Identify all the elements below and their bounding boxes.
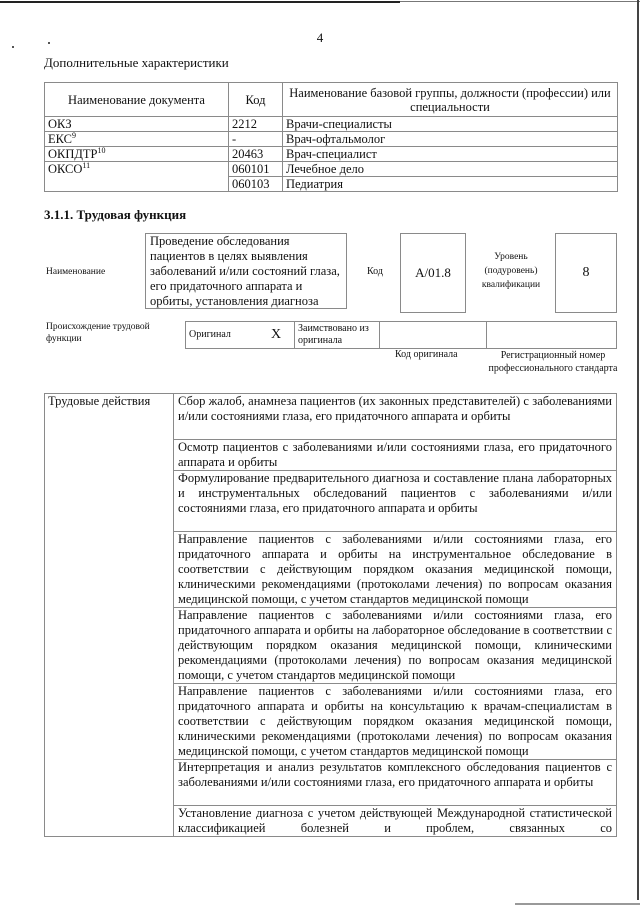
table-row — [45, 132, 618, 147]
doc-cell: ОКЗ — [45, 117, 229, 132]
characteristics-table — [44, 82, 618, 192]
origin-borrowed-label: Заимствовано из оригинала — [295, 322, 380, 349]
origin-mark: X — [268, 322, 295, 349]
labor-actions-label: Трудовые действия — [45, 394, 174, 837]
origin-table — [185, 321, 617, 349]
reg-number-cell — [487, 322, 617, 349]
name-label: Наименование — [46, 267, 106, 277]
original-code-cell — [380, 322, 487, 349]
scan-edge-right — [637, 0, 639, 900]
header-document: Наименование документа — [45, 83, 229, 117]
action-item: Направление пациентов с заболеваниями и/или состояниями глаза, его придаточного аппарата и орбиты на лабораторное обследование в соответствии с действующим порядком оказания медицинской помощи, клиническими рекомендациями (протоколами лечения) по вопросам оказания медицинской помощи, с учетом стандартов медицинской помощи — [174, 608, 617, 684]
additional-characteristics-title: Дополнительные характеристики — [44, 55, 229, 70]
level-label: Уровень (подуровень) квалификации — [481, 252, 541, 290]
code-cell: 060101 — [229, 162, 283, 177]
header-group-name: Наименование базовой группы, должности (профессии) или специальности — [283, 83, 618, 117]
doc-cell: ОКСО$^{11}$ — [45, 162, 229, 192]
action-item: Направление пациентов с заболеваниями и/или состояниями глаза, его придаточного аппарата и орбиты на консультацию к врачам-специалистам в соответствии с действующим порядком оказания медицинской помощи, клиническими рекомендациями (протоколами лечения) по вопросам оказания медицинской помощи, с учетом стандартов медицинской помощи — [174, 684, 617, 760]
origin-original-label: Оригинал — [186, 322, 269, 349]
code-cell: 2212 — [229, 117, 283, 132]
action-item: Установление диагноза с учетом действующей Международной статистической классификацией болезней и проблем, связанных со — [174, 806, 617, 837]
scan-speck — [12, 46, 14, 48]
page-number: 4 — [316, 30, 324, 45]
table-row — [186, 322, 617, 349]
scan-edge-top — [0, 1, 400, 3]
code-cell: 20463 — [229, 147, 283, 162]
level-value: 8 — [555, 233, 617, 313]
original-code-label: Код оригинала — [395, 349, 458, 360]
doc-cell: ОКПДТР$^{10}$ — [45, 147, 229, 162]
doc-cell: ЕКС$^9$ — [45, 132, 229, 147]
table-row — [45, 147, 618, 162]
action-item: Направление пациентов с заболеваниями и/или состояниями глаза, его придаточного аппарата и орбиты на инструментальное обследование в соответствии с действующим порядком оказания медицинской помощи, клиническими рекомендациями (протоколами лечения) по вопросам оказания медицинской помощи, с учетом стандартов медицинской помощи — [174, 532, 617, 608]
table-row — [45, 117, 618, 132]
name-cell: Педиатрия — [283, 177, 618, 192]
table-row — [45, 162, 618, 177]
section-title: 3.1.1. Трудовая функция — [44, 207, 187, 222]
action-item: Интерпретация и анализ результатов комплексного обследования пациентов с заболеваниями и/или состояниями глаза, его придаточного аппарата и орбиты — [174, 760, 617, 806]
action-item: Формулирование предварительного диагноза и составление плана лабораторных и инструментальных обследований пациентов с заболеваниями и/или состояниями глаза, его придаточного аппарата и орбиты — [174, 471, 617, 532]
action-item: Осмотр пациентов с заболеваниями и/или состояниями глаза, его придаточного аппарата и орбиты — [174, 440, 617, 471]
name-cell: Врач-специалист — [283, 147, 618, 162]
function-name-value: Проведение обследования пациентов в целях выявления заболеваний и/или состояний глаза, его придаточного аппарата и орбиты, установления диагноза — [145, 233, 347, 309]
table-row — [45, 394, 617, 440]
origin-label: Происхождение трудовой функции — [46, 322, 150, 344]
name-cell: Лечебное дело — [283, 162, 618, 177]
name-cell: Врачи-специалисты — [283, 117, 618, 132]
header-code: Код — [229, 83, 283, 117]
name-cell: Врач-офтальмолог — [283, 132, 618, 147]
code-cell: 060103 — [229, 177, 283, 192]
scan-edge-top — [400, 1, 640, 2]
function-code-value: A/01.8 — [400, 233, 466, 313]
code-label: Код — [367, 266, 383, 277]
code-cell: - — [229, 132, 283, 147]
table-header-row — [45, 83, 618, 117]
reg-number-label: Регистрационный номер профессионального стандарта — [488, 350, 618, 374]
labor-actions-table — [44, 393, 617, 837]
action-item: Сбор жалоб, анамнеза пациентов (их законных представителей) с заболеваниями и/или состояниями глаза, его придаточного аппарата и орбиты — [174, 394, 617, 440]
